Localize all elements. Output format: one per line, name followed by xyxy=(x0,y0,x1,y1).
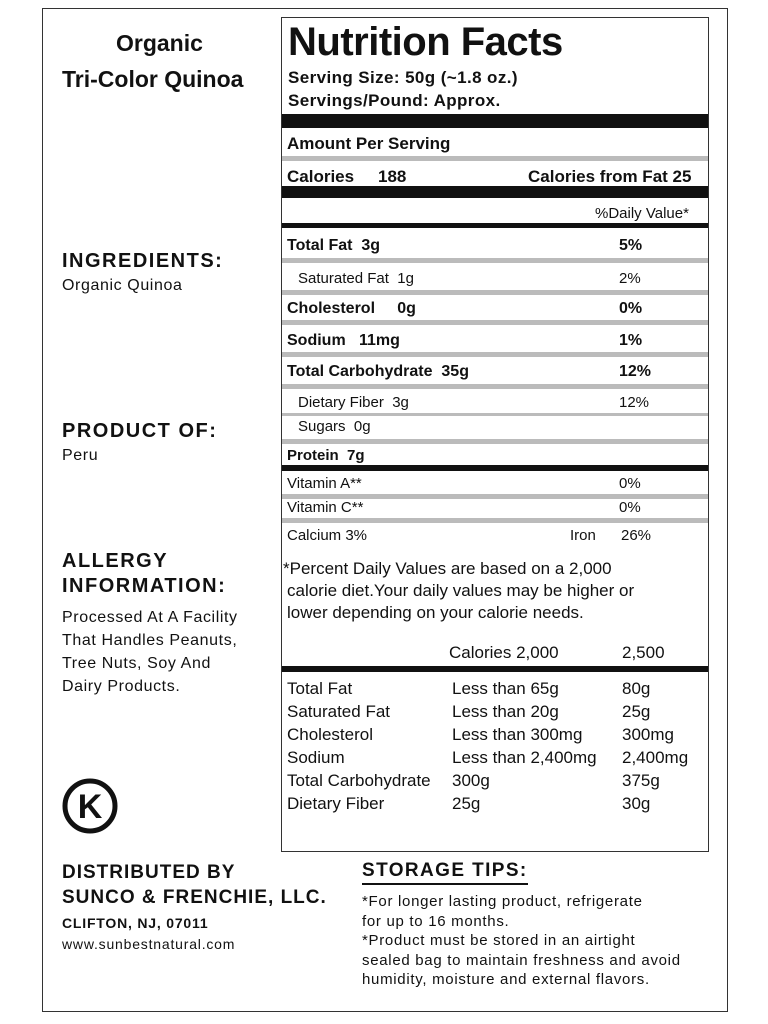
allergy-text xyxy=(62,606,238,698)
nutrient-amount: 35g xyxy=(441,363,469,380)
ref-col2-column xyxy=(622,677,688,815)
storage-text xyxy=(362,892,681,990)
calories-from-fat: Calories from Fat 25 xyxy=(528,167,692,186)
ref-col2: 2,400mg xyxy=(622,748,689,767)
thick-divider xyxy=(282,666,708,672)
distributor-website: www.sunbestnatural.com xyxy=(62,936,236,952)
nutrient-label: Sugars xyxy=(298,418,346,435)
ref-col2: 80g xyxy=(622,679,651,698)
nutrient-amount: 0g xyxy=(353,418,371,435)
ref-nutrient: Total Carbohydrate xyxy=(287,771,431,790)
amount-per-serving: Amount Per Serving xyxy=(287,134,451,153)
allergy-heading-1: ALLERGY xyxy=(62,550,169,572)
dv-total-carbohydrate: 12% xyxy=(619,363,652,380)
divider xyxy=(282,223,708,228)
nutrient-amount: 0g xyxy=(397,300,416,317)
storage-line: for up to 16 months. xyxy=(362,912,510,930)
divider xyxy=(282,518,708,523)
row-total-carbohydrate xyxy=(287,363,469,381)
serving-size: Serving Size: 50g (~1.8 oz.) xyxy=(288,68,518,87)
nutrient-amount: 1g xyxy=(397,270,414,287)
storage-line: humidity, moisture and external flavors. xyxy=(362,971,650,988)
nutrient-label: Sodium xyxy=(287,332,346,349)
distributor-name: SUNCO & FRENCHIE, LLC. xyxy=(62,887,327,908)
ref-nutrient: Total Fat xyxy=(287,679,353,698)
divider xyxy=(282,290,708,295)
divider xyxy=(282,258,708,263)
storage-line: sealed bag to maintain freshness and avoid xyxy=(362,951,681,969)
vitamin-a-dv: 0% xyxy=(619,475,641,492)
allergy-line: Dairy Products. xyxy=(62,678,181,695)
vitamin-a-label: Vitamin A** xyxy=(287,475,362,492)
dv-total-fat: 5% xyxy=(619,237,643,254)
footnote-line: *Percent Daily Values are based on a 2,000 xyxy=(283,559,612,578)
row-total-fat xyxy=(287,237,380,255)
vitamin-c-label: Vitamin C** xyxy=(287,499,364,516)
divider xyxy=(282,413,708,416)
ref-col1: 25g xyxy=(452,794,481,813)
ref-col2: 375g xyxy=(622,771,660,790)
ref-nutrient: Saturated Fat xyxy=(287,702,391,721)
allergy-heading-2: INFORMATION: xyxy=(62,575,227,597)
allergy-line: Processed At A Facility xyxy=(62,609,238,626)
ref-col1-header: 2,000 xyxy=(516,643,559,662)
iron-value: 26% xyxy=(621,527,652,544)
storage-line: *Product must be stored in an airtight xyxy=(362,932,636,949)
storage-heading: STORAGE TIPS: xyxy=(362,860,528,885)
iron-label: Iron xyxy=(570,527,596,544)
ref-col2: 30g xyxy=(622,794,651,813)
row-sodium xyxy=(287,332,400,350)
product-of-text: Peru xyxy=(62,447,99,464)
row-cholesterol xyxy=(287,300,416,318)
nutrient-label: Saturated Fat xyxy=(298,270,389,287)
dv-dietary-fiber: 12% xyxy=(619,394,650,411)
divider xyxy=(282,320,708,325)
allergy-line: That Handles Peanuts, xyxy=(62,632,238,649)
row-sugars xyxy=(298,418,371,435)
product-organic: Organic xyxy=(116,30,203,56)
nutrient-label: Dietary Fiber xyxy=(298,394,384,411)
thick-divider xyxy=(282,114,708,128)
thick-divider xyxy=(282,186,708,198)
ref-nutrient-column xyxy=(287,677,431,815)
ref-calories-label: Calories xyxy=(449,643,512,662)
row-protein xyxy=(287,447,365,464)
calcium: Calcium 3% xyxy=(287,527,368,544)
footnote-line: lower depending on your calorie needs. xyxy=(287,603,584,622)
kosher-symbol-icon xyxy=(62,778,118,834)
nutrient-amount: 3g xyxy=(361,237,381,254)
ref-col1: Less than 20g xyxy=(452,702,559,721)
nutrient-label: Total Carbohydrate xyxy=(287,363,433,380)
ref-col2: 300mg xyxy=(622,725,674,744)
nutrient-amount: 3g xyxy=(392,394,409,411)
product-name: Tri-Color Quinoa xyxy=(62,66,244,92)
vitamin-c-dv: 0% xyxy=(619,499,641,516)
storage-line: *For longer lasting product, refrigerate xyxy=(362,893,643,910)
divider xyxy=(282,384,708,389)
nutrient-label: Protein xyxy=(287,447,339,464)
dv-saturated-fat: 2% xyxy=(619,270,641,287)
daily-value-footnote xyxy=(283,558,634,624)
dv-sodium: 1% xyxy=(619,332,643,349)
kosher-letter: K xyxy=(77,788,103,826)
ref-col1: Less than 2,400mg xyxy=(452,748,597,767)
ref-nutrient: Dietary Fiber xyxy=(287,794,385,813)
ref-col1: 300g xyxy=(452,771,490,790)
nutrition-title: Nutrition Facts xyxy=(288,20,563,64)
thick-divider xyxy=(282,465,708,471)
ingredients-text: Organic Quinoa xyxy=(62,277,183,294)
ref-nutrient: Sodium xyxy=(287,748,345,767)
nutrient-label: Total Fat xyxy=(287,237,353,254)
calories-label: Calories xyxy=(287,167,355,186)
ref-col2-header: 2,500 xyxy=(622,643,665,662)
ref-col1: Less than 65g xyxy=(452,679,559,698)
dv-cholesterol: 0% xyxy=(619,300,643,317)
row-dietary-fiber xyxy=(298,394,409,411)
product-of-heading: PRODUCT OF: xyxy=(62,420,218,442)
divider xyxy=(282,439,708,444)
ingredients-heading: INGREDIENTS: xyxy=(62,250,224,272)
row-saturated-fat xyxy=(298,270,414,287)
ref-nutrient: Cholesterol xyxy=(287,725,373,744)
ref-col2: 25g xyxy=(622,702,651,721)
footnote-line: calorie diet.Your daily values may be higher or xyxy=(287,581,635,600)
ref-col1-column xyxy=(452,677,597,815)
distributor-address: CLIFTON, NJ, 07011 xyxy=(62,915,209,931)
nutrient-amount: 11mg xyxy=(359,332,400,349)
distributed-by: DISTRIBUTED BY xyxy=(62,862,236,883)
allergy-line: Tree Nuts, Soy And xyxy=(62,655,211,672)
divider xyxy=(282,352,708,357)
daily-value-header: %Daily Value* xyxy=(595,205,689,222)
nutrient-amount: 7g xyxy=(347,447,365,464)
servings-per: Servings/Pound: Approx. xyxy=(288,91,501,110)
divider xyxy=(282,156,708,161)
ref-header-calories xyxy=(449,643,559,663)
ref-col1: Less than 300mg xyxy=(452,725,583,744)
calories-value: 188 xyxy=(378,167,407,186)
nutrient-label: Cholesterol xyxy=(287,300,376,317)
